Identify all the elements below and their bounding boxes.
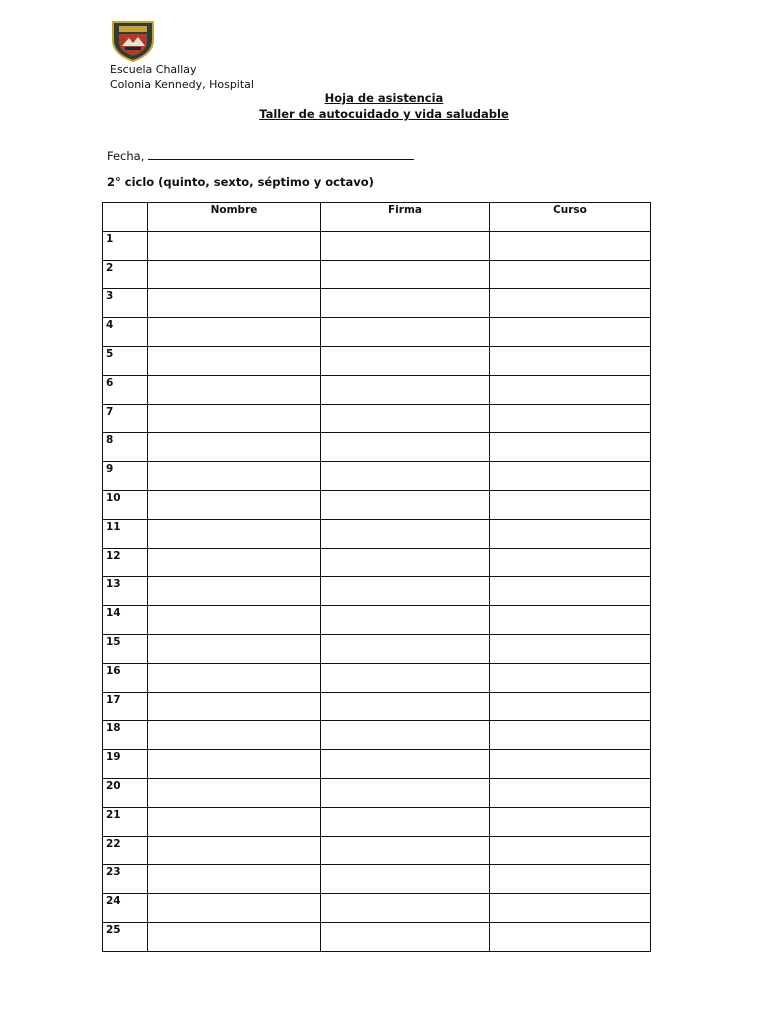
nombre-cell[interactable] bbox=[148, 375, 321, 404]
firma-cell[interactable] bbox=[321, 490, 490, 519]
nombre-cell[interactable] bbox=[148, 721, 321, 750]
firma-cell[interactable] bbox=[321, 433, 490, 462]
row-number: 23 bbox=[103, 865, 148, 894]
document-titles bbox=[0, 90, 768, 122]
nombre-cell[interactable] bbox=[148, 548, 321, 577]
cycle-label: 2° ciclo (quinto, sexto, séptimo y octavo) bbox=[107, 175, 374, 189]
table-row bbox=[103, 894, 651, 923]
firma-cell[interactable] bbox=[321, 865, 490, 894]
table-row bbox=[103, 375, 651, 404]
document-subtitle: Taller de autocuidado y vida saludable bbox=[259, 107, 509, 121]
row-number: 15 bbox=[103, 634, 148, 663]
curso-cell[interactable] bbox=[490, 778, 651, 807]
firma-cell[interactable] bbox=[321, 663, 490, 692]
curso-cell[interactable] bbox=[490, 807, 651, 836]
curso-cell[interactable] bbox=[490, 577, 651, 606]
nombre-cell[interactable] bbox=[148, 836, 321, 865]
table-row bbox=[103, 346, 651, 375]
row-number: 20 bbox=[103, 778, 148, 807]
row-number: 3 bbox=[103, 289, 148, 318]
table-header-row bbox=[103, 203, 651, 232]
column-header-number bbox=[103, 203, 148, 232]
table-row bbox=[103, 404, 651, 433]
nombre-cell[interactable] bbox=[148, 606, 321, 635]
curso-cell[interactable] bbox=[490, 922, 651, 951]
date-blank-line[interactable] bbox=[148, 147, 414, 160]
table-row bbox=[103, 577, 651, 606]
row-number: 9 bbox=[103, 462, 148, 491]
nombre-cell[interactable] bbox=[148, 490, 321, 519]
curso-cell[interactable] bbox=[490, 836, 651, 865]
curso-cell[interactable] bbox=[490, 750, 651, 779]
school-crest-icon bbox=[111, 20, 155, 62]
row-number: 22 bbox=[103, 836, 148, 865]
nombre-cell[interactable] bbox=[148, 807, 321, 836]
table-row bbox=[103, 231, 651, 260]
curso-cell[interactable] bbox=[490, 231, 651, 260]
row-number: 11 bbox=[103, 519, 148, 548]
curso-cell[interactable] bbox=[490, 346, 651, 375]
table-row bbox=[103, 519, 651, 548]
curso-cell[interactable] bbox=[490, 318, 651, 347]
row-number: 18 bbox=[103, 721, 148, 750]
row-number: 4 bbox=[103, 318, 148, 347]
row-number: 6 bbox=[103, 375, 148, 404]
table-row bbox=[103, 807, 651, 836]
firma-cell[interactable] bbox=[321, 260, 490, 289]
row-number: 7 bbox=[103, 404, 148, 433]
nombre-cell[interactable] bbox=[148, 433, 321, 462]
firma-cell[interactable] bbox=[321, 375, 490, 404]
nombre-cell[interactable] bbox=[148, 346, 321, 375]
row-number: 19 bbox=[103, 750, 148, 779]
table-row bbox=[103, 490, 651, 519]
curso-cell[interactable] bbox=[490, 490, 651, 519]
firma-cell[interactable] bbox=[321, 231, 490, 260]
firma-cell[interactable] bbox=[321, 346, 490, 375]
table-row bbox=[103, 634, 651, 663]
curso-cell[interactable] bbox=[490, 721, 651, 750]
row-number: 25 bbox=[103, 922, 148, 951]
row-number: 14 bbox=[103, 606, 148, 635]
row-number: 17 bbox=[103, 692, 148, 721]
firma-cell[interactable] bbox=[321, 318, 490, 347]
curso-cell[interactable] bbox=[490, 462, 651, 491]
table-row bbox=[103, 462, 651, 491]
nombre-cell[interactable] bbox=[148, 692, 321, 721]
nombre-cell[interactable] bbox=[148, 519, 321, 548]
table-row bbox=[103, 865, 651, 894]
firma-cell[interactable] bbox=[321, 606, 490, 635]
table-row bbox=[103, 692, 651, 721]
firma-cell[interactable] bbox=[321, 836, 490, 865]
nombre-cell[interactable] bbox=[148, 922, 321, 951]
curso-cell[interactable] bbox=[490, 404, 651, 433]
table-row bbox=[103, 289, 651, 318]
curso-cell[interactable] bbox=[490, 865, 651, 894]
row-number: 21 bbox=[103, 807, 148, 836]
row-number: 8 bbox=[103, 433, 148, 462]
curso-cell[interactable] bbox=[490, 519, 651, 548]
curso-cell[interactable] bbox=[490, 375, 651, 404]
firma-cell[interactable] bbox=[321, 519, 490, 548]
firma-cell[interactable] bbox=[321, 721, 490, 750]
curso-cell[interactable] bbox=[490, 692, 651, 721]
table-row bbox=[103, 836, 651, 865]
school-header bbox=[110, 62, 254, 92]
attendance-table bbox=[102, 202, 651, 952]
school-address: Colonia Kennedy, Hospital bbox=[110, 78, 254, 91]
nombre-cell[interactable] bbox=[148, 778, 321, 807]
nombre-cell[interactable] bbox=[148, 577, 321, 606]
firma-cell[interactable] bbox=[321, 692, 490, 721]
curso-cell[interactable] bbox=[490, 260, 651, 289]
nombre-cell[interactable] bbox=[148, 404, 321, 433]
firma-cell[interactable] bbox=[321, 807, 490, 836]
row-number: 2 bbox=[103, 260, 148, 289]
row-number: 1 bbox=[103, 231, 148, 260]
table-row bbox=[103, 922, 651, 951]
nombre-cell[interactable] bbox=[148, 231, 321, 260]
curso-cell[interactable] bbox=[490, 289, 651, 318]
table-row bbox=[103, 778, 651, 807]
curso-cell[interactable] bbox=[490, 433, 651, 462]
nombre-cell[interactable] bbox=[148, 894, 321, 923]
firma-cell[interactable] bbox=[321, 548, 490, 577]
firma-cell[interactable] bbox=[321, 577, 490, 606]
nombre-cell[interactable] bbox=[148, 865, 321, 894]
nombre-cell[interactable] bbox=[148, 289, 321, 318]
table-row bbox=[103, 318, 651, 347]
nombre-cell[interactable] bbox=[148, 634, 321, 663]
date-field bbox=[107, 147, 414, 163]
curso-cell[interactable] bbox=[490, 634, 651, 663]
nombre-cell[interactable] bbox=[148, 462, 321, 491]
firma-cell[interactable] bbox=[321, 462, 490, 491]
firma-cell[interactable] bbox=[321, 778, 490, 807]
curso-cell[interactable] bbox=[490, 606, 651, 635]
table-row bbox=[103, 750, 651, 779]
table-row bbox=[103, 548, 651, 577]
column-header-curso: Curso bbox=[490, 203, 651, 232]
row-number: 13 bbox=[103, 577, 148, 606]
table-row bbox=[103, 721, 651, 750]
date-label: Fecha, bbox=[107, 149, 145, 163]
firma-cell[interactable] bbox=[321, 404, 490, 433]
firma-cell[interactable] bbox=[321, 750, 490, 779]
row-number: 16 bbox=[103, 663, 148, 692]
column-header-nombre: Nombre bbox=[148, 203, 321, 232]
firma-cell[interactable] bbox=[321, 894, 490, 923]
row-number: 12 bbox=[103, 548, 148, 577]
nombre-cell[interactable] bbox=[148, 663, 321, 692]
row-number: 5 bbox=[103, 346, 148, 375]
document-title: Hoja de asistencia bbox=[324, 91, 444, 105]
firma-cell[interactable] bbox=[321, 634, 490, 663]
column-header-firma: Firma bbox=[321, 203, 490, 232]
row-number: 24 bbox=[103, 894, 148, 923]
table-row bbox=[103, 260, 651, 289]
nombre-cell[interactable] bbox=[148, 260, 321, 289]
curso-cell[interactable] bbox=[490, 894, 651, 923]
table-row bbox=[103, 606, 651, 635]
nombre-cell[interactable] bbox=[148, 750, 321, 779]
nombre-cell[interactable] bbox=[148, 318, 321, 347]
firma-cell[interactable] bbox=[321, 289, 490, 318]
firma-cell[interactable] bbox=[321, 922, 490, 951]
curso-cell[interactable] bbox=[490, 663, 651, 692]
curso-cell[interactable] bbox=[490, 548, 651, 577]
table-row bbox=[103, 663, 651, 692]
row-number: 10 bbox=[103, 490, 148, 519]
table-row bbox=[103, 433, 651, 462]
school-name: Escuela Challay bbox=[110, 63, 197, 76]
